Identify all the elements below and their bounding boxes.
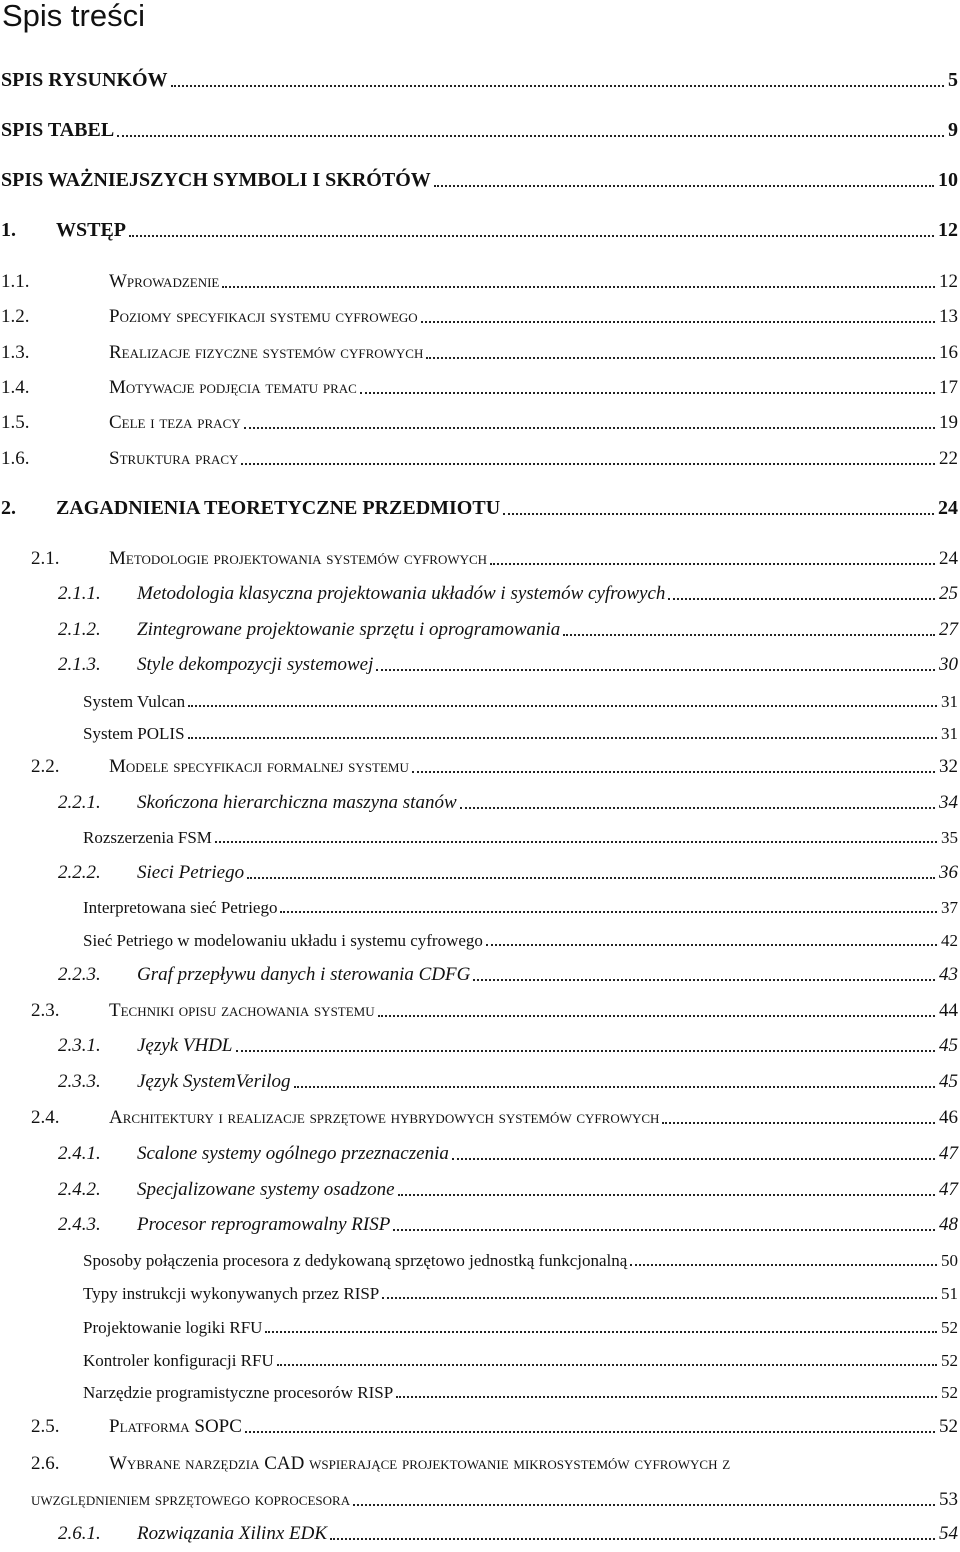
toc-entry-page: 30 xyxy=(939,654,958,675)
toc-entry-page: 22 xyxy=(939,448,958,469)
toc-entry-page: 5 xyxy=(948,69,958,91)
toc-leader-dots xyxy=(473,979,935,981)
toc-entry-title: Wprowadzenie xyxy=(109,271,220,292)
toc-entry-title: Specjalizowane systemy osadzone xyxy=(137,1179,395,1200)
toc-entry-number: 2.4.1. xyxy=(58,1143,101,1164)
toc-leader-dots xyxy=(486,944,937,946)
toc-entry-number: 1. xyxy=(1,219,16,241)
toc-leader-dots xyxy=(434,185,934,187)
toc-entry-number: 2.2. xyxy=(31,756,60,777)
toc-entry-page: 52 xyxy=(941,1318,958,1337)
toc-entry-page: 13 xyxy=(939,306,958,327)
toc-leader-dots xyxy=(396,1396,937,1398)
toc-leader-dots xyxy=(294,1086,935,1088)
toc-entry-number: 2.3.3. xyxy=(58,1071,101,1092)
toc-entry-number: 1.4. xyxy=(1,377,30,398)
toc-leader-dots xyxy=(360,392,935,394)
toc-entry-title: Sieć Petriego w modelowaniu układu i systemu cyfrowego xyxy=(83,931,483,950)
toc-entry-number: 1.3. xyxy=(1,342,30,363)
toc-entry-page: 31 xyxy=(941,724,958,743)
toc-entry-title: System Vulcan xyxy=(83,692,186,711)
toc-entry-page: 50 xyxy=(941,1251,958,1270)
toc-entry-title: Typy instrukcji wykonywanych przez RISP xyxy=(83,1284,380,1303)
toc-leader-dots xyxy=(398,1194,935,1196)
toc-entry-page: 47 xyxy=(939,1143,958,1164)
toc-entry-number: 2.3.1. xyxy=(58,1035,101,1056)
toc-entry-page: 53 xyxy=(939,1489,958,1510)
toc-leader-dots xyxy=(630,1264,937,1266)
toc-leader-dots xyxy=(188,737,937,739)
toc-entry-number: 2.2.3. xyxy=(58,964,101,985)
toc-leader-dots xyxy=(247,877,935,879)
toc-entry-page: 12 xyxy=(939,271,958,292)
toc-entry-page: 42 xyxy=(941,931,958,950)
toc-leader-dots xyxy=(668,598,935,600)
toc-entry-number: 2.6. xyxy=(31,1453,60,1474)
toc-entry-page: 47 xyxy=(939,1179,958,1200)
toc-entry-page: 25 xyxy=(939,583,958,604)
toc-entry-title: Cele i teza pracy xyxy=(109,412,241,433)
toc-entry-title: Motywacje podjęcia tematu prac xyxy=(109,377,357,398)
toc-entry-title: Język SystemVerilog xyxy=(137,1071,291,1092)
toc-entry-number: 2.1. xyxy=(31,548,60,569)
toc-entry-page: 32 xyxy=(939,756,958,777)
toc-leader-dots xyxy=(244,427,935,429)
toc-entry-page: 36 xyxy=(939,862,958,883)
toc-entry-page: 52 xyxy=(941,1351,958,1370)
toc-entry-title: uwzględnieniem sprzętowego koprocesora xyxy=(31,1489,351,1510)
toc-leader-dots xyxy=(412,771,935,773)
toc-entry-number: 2.4.3. xyxy=(58,1214,101,1235)
toc-leader-dots xyxy=(426,357,935,359)
toc-leader-dots xyxy=(330,1538,935,1540)
toc-entry-page: 16 xyxy=(939,342,958,363)
page-title: Spis treści xyxy=(2,0,145,33)
toc-entry-number: 1.2. xyxy=(1,306,30,327)
toc-leader-dots xyxy=(241,463,935,465)
toc-leader-dots xyxy=(421,321,935,323)
toc-leader-dots xyxy=(452,1158,935,1160)
toc-leader-dots xyxy=(378,1015,935,1017)
toc-entry-title: Projektowanie logiki RFU xyxy=(83,1318,263,1337)
toc-entry-title: System POLIS xyxy=(83,724,185,743)
toc-entry-title: Techniki opisu zachowania systemu xyxy=(109,1000,375,1021)
toc-entry-number: 2.1.2. xyxy=(58,619,101,640)
toc-entry-page: 52 xyxy=(939,1416,958,1437)
toc-entry-title: Platforma SOPC xyxy=(109,1416,242,1437)
toc-entry-title: Zintegrowane projektowanie sprzętu i oprogramowania xyxy=(137,619,561,640)
toc-entry-title: Sieci Petriego xyxy=(137,862,245,883)
toc-entry-page: 10 xyxy=(938,169,958,191)
toc-leader-dots xyxy=(117,135,944,137)
toc-entry-title: Realizacje fizyczne systemów cyfrowych xyxy=(109,342,424,363)
toc-entry-number: 2.1.3. xyxy=(58,654,101,675)
toc-entry-number: 2.3. xyxy=(31,1000,60,1021)
toc-entry-page: 31 xyxy=(941,692,958,711)
toc-entry-page: 43 xyxy=(939,964,958,985)
toc-entry-page: 46 xyxy=(939,1107,958,1128)
toc-leader-dots xyxy=(129,235,934,237)
toc-entry-title: Procesor reprogramowalny RISP xyxy=(137,1214,391,1235)
toc-entry-title: SPIS RYSUNKÓW xyxy=(1,69,168,91)
toc-leader-dots xyxy=(222,286,935,288)
toc-entry-page: 17 xyxy=(939,377,958,398)
toc-entry-title: Modele specyfikacji formalnej systemu xyxy=(109,756,409,777)
toc-entry-number: 1.1. xyxy=(1,271,30,292)
toc-entry-number: 2.5. xyxy=(31,1416,60,1437)
toc-entry-number: 1.5. xyxy=(1,412,30,433)
toc-entry-title: Style dekompozycji systemowej xyxy=(137,654,374,675)
toc-entry-page: 27 xyxy=(939,619,958,640)
toc-entry-page: 48 xyxy=(939,1214,958,1235)
toc-entry-title: WSTĘP xyxy=(56,219,127,241)
toc-leader-dots xyxy=(280,911,937,913)
toc-leader-dots xyxy=(277,1364,937,1366)
toc-entry-page: 44 xyxy=(939,1000,958,1021)
toc-entry-number: 2.2.2. xyxy=(58,862,101,883)
toc-leader-dots xyxy=(171,85,944,87)
toc-entry-title: Metodologia klasyczna projektowania układów i systemów cyfrowych xyxy=(137,583,666,604)
toc-entry-page: 37 xyxy=(941,898,958,917)
toc-entry-title: Scalone systemy ogólnego przeznaczenia xyxy=(137,1143,449,1164)
toc-entry-page: 45 xyxy=(939,1035,958,1056)
toc-entry-number: 2.4.2. xyxy=(58,1179,101,1200)
toc-entry-page: 35 xyxy=(941,828,958,847)
toc-entry-number: 2.6.1. xyxy=(58,1523,101,1544)
toc-entry-page: 9 xyxy=(948,119,958,141)
toc-entry-page: 51 xyxy=(941,1284,958,1303)
toc-leader-dots xyxy=(353,1504,935,1506)
toc-entry-title: Kontroler konfiguracji RFU xyxy=(83,1351,274,1370)
toc-entry-title: Sposoby połączenia procesora z dedykowaną sprzętowo jednostką funkcjonalną xyxy=(83,1251,628,1270)
toc-entry-page: 12 xyxy=(938,219,958,241)
toc-entry-title: Rozwiązania Xilinx EDK xyxy=(137,1523,327,1544)
toc-entry-title: SPIS WAŻNIEJSZYCH SYMBOLI I SKRÓTÓW xyxy=(1,169,431,191)
toc-entry-page: 45 xyxy=(939,1071,958,1092)
toc-leader-dots xyxy=(382,1297,937,1299)
toc-leader-dots xyxy=(490,563,935,565)
toc-leader-dots xyxy=(236,1050,935,1052)
toc-entry-page: 24 xyxy=(938,497,958,519)
toc-entry-title: SPIS TABEL xyxy=(1,119,115,141)
toc-entry-title: Architektury i realizacje sprzętowe hybrydowych systemów cyfrowych xyxy=(109,1107,660,1128)
toc-leader-dots xyxy=(215,841,937,843)
toc-entry-page: 34 xyxy=(939,792,958,813)
toc-entry-title: Struktura pracy xyxy=(109,448,239,469)
toc-entry-title: Graf przepływu danych i sterowania CDFG xyxy=(137,964,471,985)
toc-entry-title: Język VHDL xyxy=(137,1035,233,1056)
toc-leader-dots xyxy=(245,1431,935,1433)
toc-leader-dots xyxy=(563,634,935,636)
toc-leader-dots xyxy=(662,1122,935,1124)
toc-entry-page: 24 xyxy=(939,548,958,569)
toc-leader-dots xyxy=(503,513,934,515)
toc-entry-number: 2.4. xyxy=(31,1107,60,1128)
toc-entry-title: Rozszerzenia FSM xyxy=(83,828,212,847)
toc-entry-title: ZAGADNIENIA TEORETYCZNE PRZEDMIOTU xyxy=(56,497,501,519)
toc-entry-page: 52 xyxy=(941,1383,958,1402)
toc-leader-dots xyxy=(265,1331,937,1333)
toc-entry-title: Metodologie projektowania systemów cyfrowych xyxy=(109,548,488,569)
toc-leader-dots xyxy=(460,807,935,809)
toc-leader-dots xyxy=(393,1229,935,1231)
toc-entry-title: Narzędzie programistyczne procesorów RISP xyxy=(83,1383,394,1402)
toc-entry-title: Poziomy specyfikacji systemu cyfrowego xyxy=(109,306,418,327)
toc-entry-page: 54 xyxy=(939,1523,958,1544)
toc-entry-title: Interpretowana sieć Petriego xyxy=(83,898,278,917)
toc-entry-number: 2.1.1. xyxy=(58,583,101,604)
toc-entry-title: Skończona hierarchiczna maszyna stanów xyxy=(137,792,457,813)
toc-entry-number: 2.2.1. xyxy=(58,792,101,813)
toc-leader-dots xyxy=(376,669,935,671)
toc-leader-dots xyxy=(188,705,937,707)
toc-entry-number: 1.6. xyxy=(1,448,30,469)
toc-entry-page: 19 xyxy=(939,412,958,433)
toc-entry-number: 2. xyxy=(1,497,16,519)
toc-entry-title: Wybrane narzędzia CAD wspierające projektowanie mikrosystemów cyfrowych z xyxy=(109,1453,731,1474)
